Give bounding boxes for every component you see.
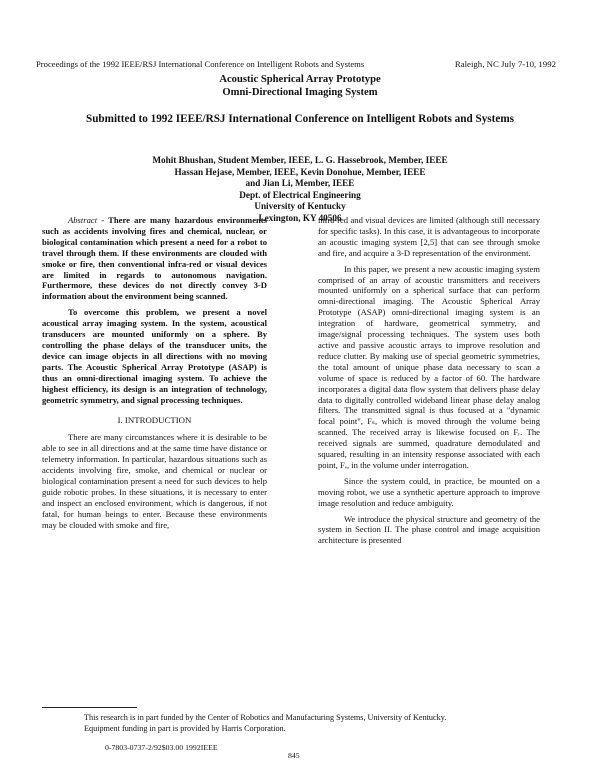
body-paragraph-4: We introduce the physical structure and geometry of the system in Section II. The phase control and image acquisition architecture is presented bbox=[318, 513, 540, 546]
footnote-line-2: Equipment funding in part is provided by Harris Corporation. bbox=[84, 723, 286, 733]
abstract-paragraph-2: To overcome this problem, we present a novel acoustical array imaging system. In the system, acoustical transducers are mounted uniformly on a sphere. By controlling the phase delays of the transducer units, the device can image objects in all directions with no moving parts. The Acoustic Spherical Array Prototype (ASAP) is thus an omni-directional imaging system. To achieve the highest efficiency, its design is an integration of technology, geometric symmetry, and signal processing techniques. bbox=[42, 307, 267, 405]
author-line-3: and Jian Li, Member, IEEE bbox=[245, 178, 355, 189]
abstract-label: Abstract bbox=[68, 215, 98, 225]
body-paragraph-3: Since the system could, in practice, be mounted on a moving robot, we use a synthetic aperture approach to improve image resolution and reduce ambiguity. bbox=[318, 475, 540, 508]
copyright-code: 0-7803-0737-2/92$03.00 1992IEEE bbox=[105, 743, 218, 752]
title-line-2: Omni-Directional Imaging System bbox=[222, 87, 378, 98]
section-heading-introduction: I. INTRODUCTION bbox=[117, 415, 192, 426]
title-line-1: Acoustic Spherical Array Prototype bbox=[219, 74, 381, 85]
footnote-divider bbox=[42, 707, 137, 708]
footnote bbox=[84, 713, 554, 734]
right-column bbox=[318, 215, 540, 546]
introduction-paragraph-1: There are many circumstances where it is desirable to be able to see in all directions and at the same time have distance or telemetry information. In particular, hazardous situations such as accidents involving fire, smoke, and chemical or nuclear or biological contamination present a need for such devices to help guide robotic probes. In these situations, it is necessary to enter and inspect an enclosed environment, which is dangerous, if not fatal, for human beings to enter. Because these environments may be clouded with smoke and fire, bbox=[42, 432, 267, 530]
submission-note: Submitted to 1992 IEEE/RSJ International Conference on Intelligent Robots and Systems bbox=[85, 113, 515, 125]
conference-proceedings-line: Proceedings of the 1992 IEEE/RSJ International Conference on Intelligent Robots and Systems bbox=[36, 59, 365, 69]
left-column bbox=[42, 215, 267, 530]
abstract-paragraph-1 bbox=[42, 215, 267, 302]
page-number: 845 bbox=[288, 751, 300, 760]
author-line-1: Mohit Bhushan, Student Member, IEEE, L. G. Hassebrook, Member, IEEE bbox=[152, 155, 448, 165]
footnote-line-1: This research is in part funded by the Center of Robotics and Manufacturing Systems, University of Kentucky. bbox=[84, 713, 447, 722]
author-line-2: Hassan Hejase, Member, IEEE, Kevin Donohue, Member, IEEE bbox=[174, 166, 426, 177]
author-department: Dept. of Electrical Engineering bbox=[239, 189, 361, 200]
body-paragraph-continued: infra-red and visual devices are limited (although still necessary for specific tasks). In this case, it is advantageous to incorporate an acoustic imaging system [2,5] that can see through smoke and fire, and acquire a 3-D representation of the environment. bbox=[318, 215, 540, 258]
abstract-text-1: - There are many hazardous environments such as accidents involving fires and chemical, nuclear, or biological contamination which present a need for a robot to travel through them. If these environments are clouded with smoke or fire, then conventional infra-red or visual devices are limited in regards to autonomous navigation. Furthermore, these devices do not directly convey 3-D information about the environment being scanned. bbox=[42, 215, 267, 302]
body-paragraph-2: In this paper, we present a new acoustic imaging system comprised of an array of acoustic transmitters and receivers mounted uniformly on a spherical surface that can perform omni-directional imaging. The Acoustic Spherical Array Prototype (ASAP) omni-directional imaging system is an integration of hardware, geometrical symmetry, and image/signal processing techniques. The system uses both active and passive acoustic arrays to improve resolution and reduce clutter. By making use of special geometric symmetries, the total amount of unique phase data necessary to scan a volume of space is reduced by a factor of 60. The hardware incorporates a digital data flow system that delivers phase delay data to digitally controlled wideband linear phase delay analog filters. The transmitted signal is thus focused at a "dynamic focal point", Fₛ, which is moved through the volume being scanned. The received array is likewise focused on Fᵣ. The received signals are summed, quadrature demodulated and squared, resulting in an intensity response associated with each point, Fₑ, in the volume under interrogation. bbox=[318, 263, 540, 470]
author-university: University of Kentucky bbox=[254, 201, 346, 212]
paper-title bbox=[0, 73, 600, 99]
author-city: Lexington, KY 40506 bbox=[258, 212, 342, 223]
conference-location-date: Raleigh, NC July 7-10, 1992 bbox=[454, 59, 556, 69]
